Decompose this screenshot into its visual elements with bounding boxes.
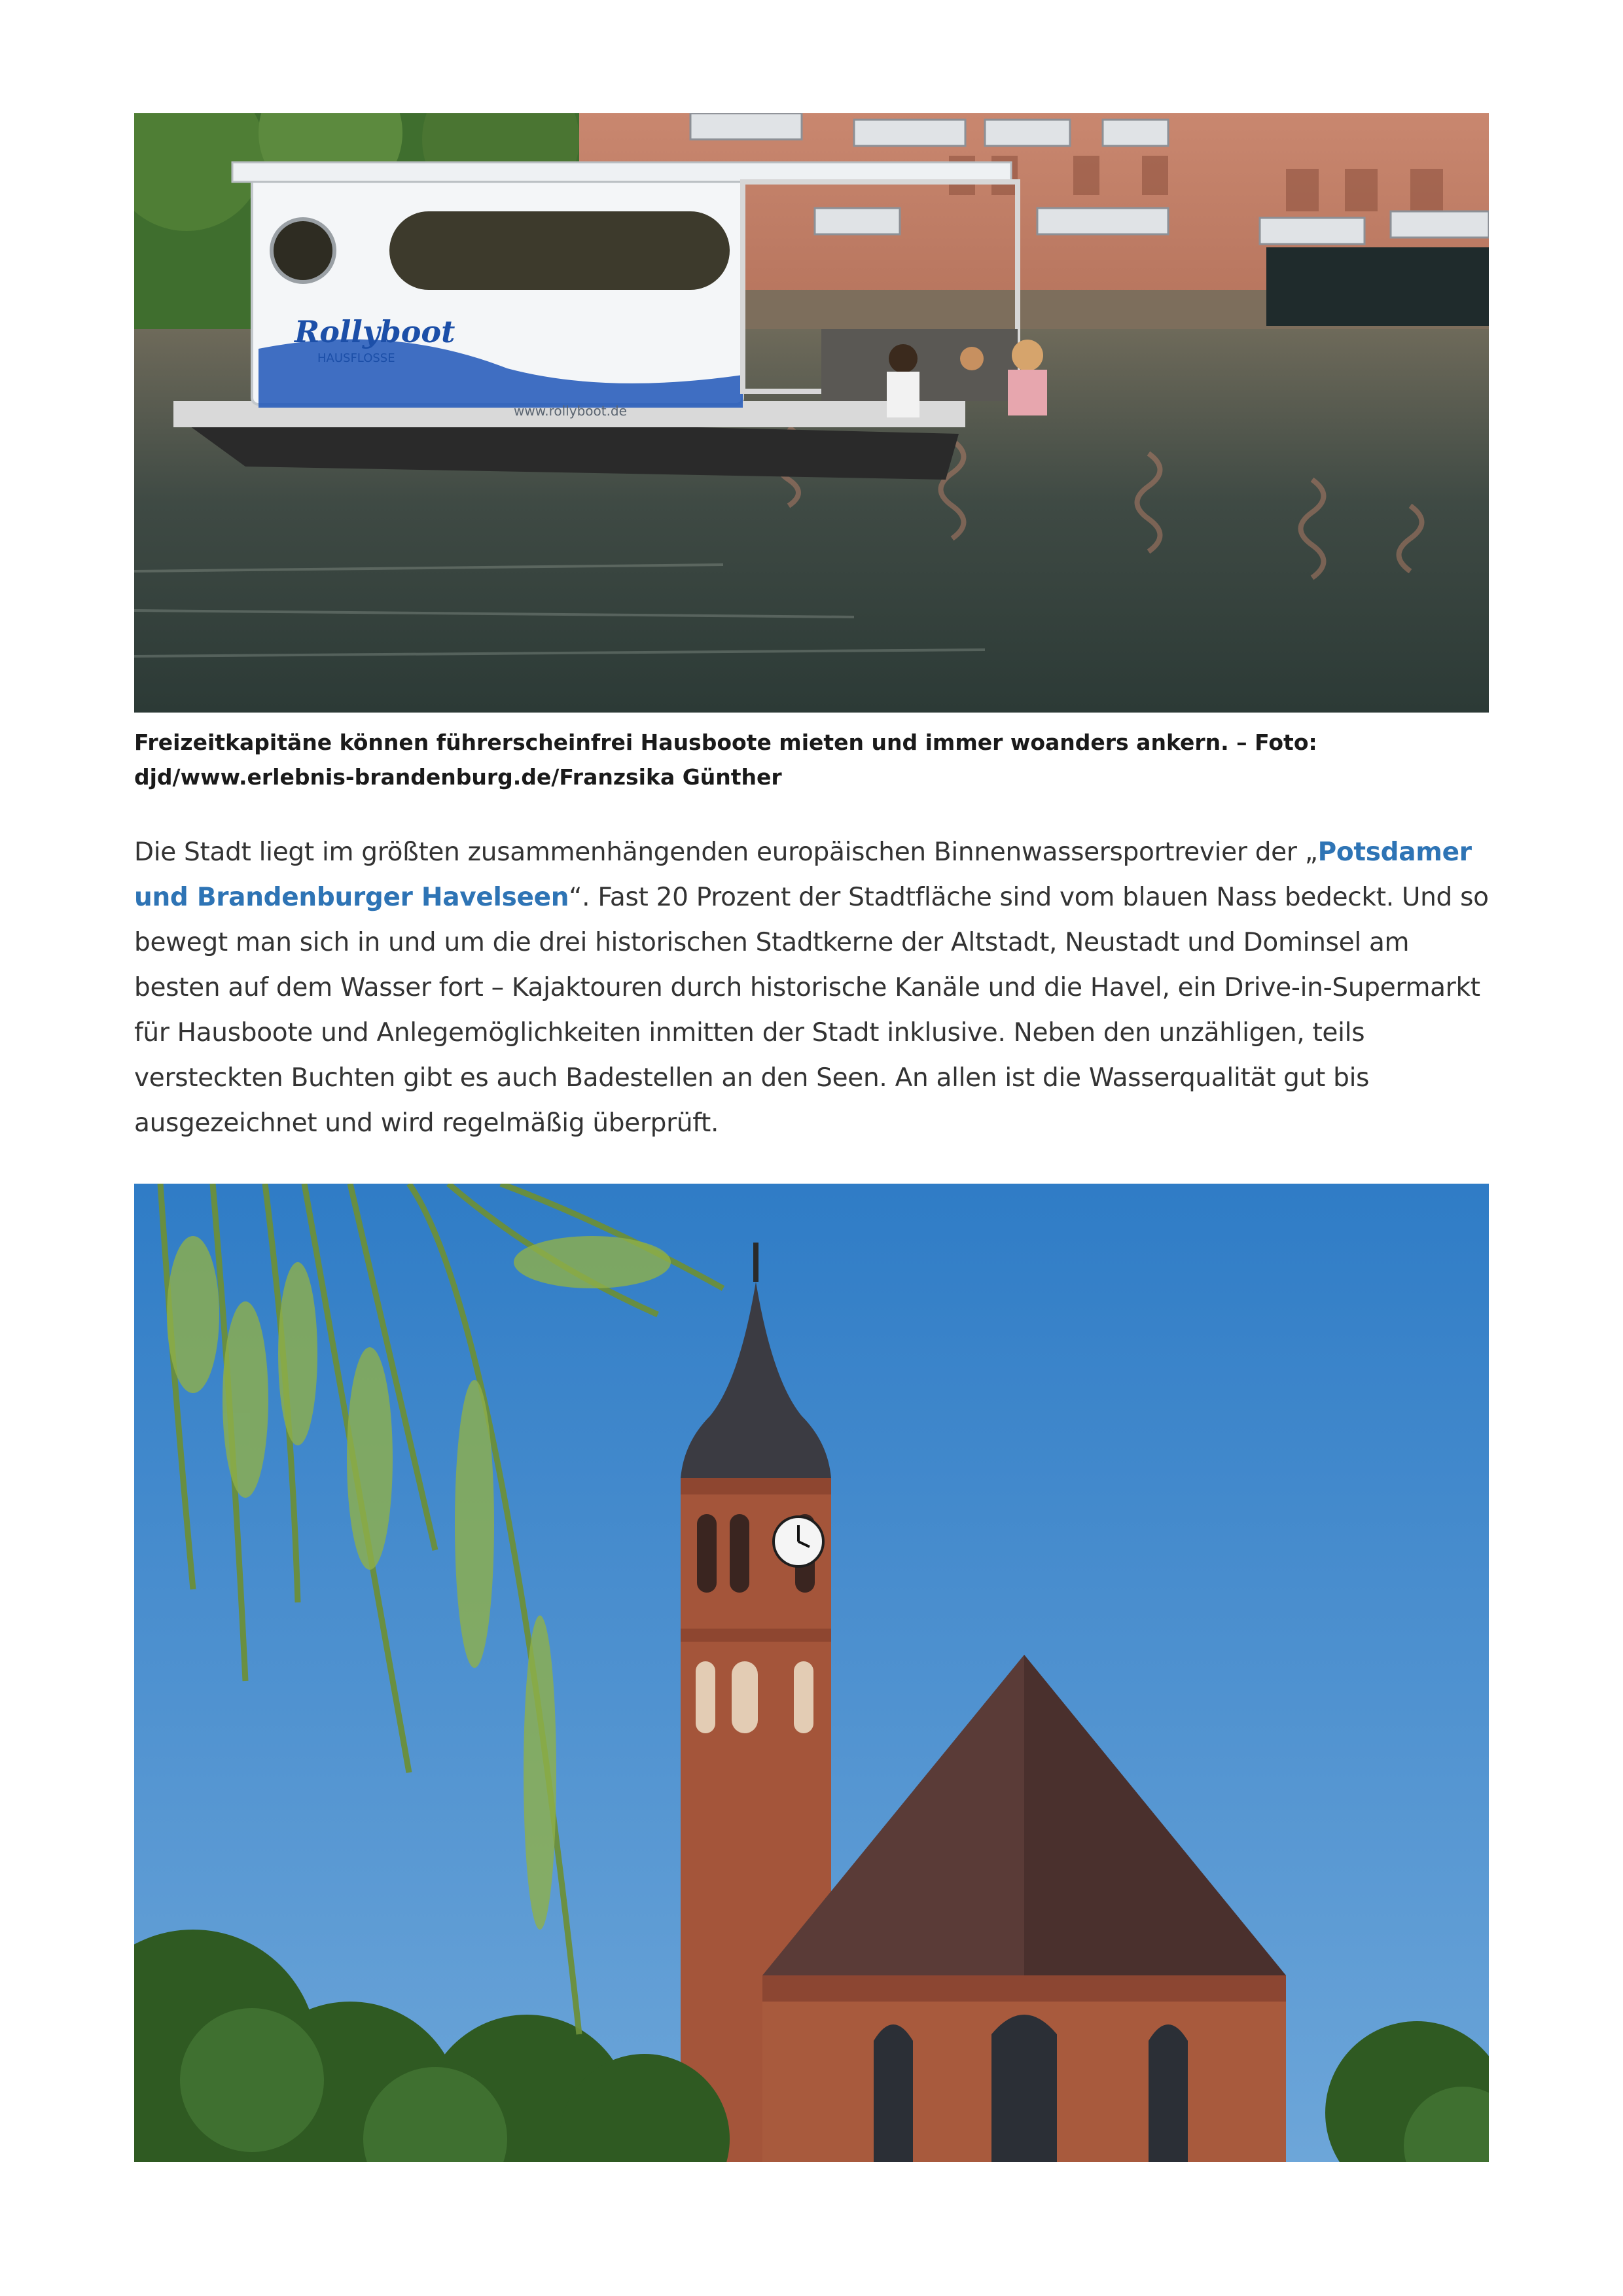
- havelseen-link[interactable]: Potsdamer und Brandenburger Havelseen: [134, 838, 1472, 912]
- caption-line-2: djd/www.erlebnis-brandenburg.de/Franzsika Günther: [134, 764, 782, 790]
- caption-line-1: Freizeitkapitäne können führerscheinfrei Hausboote mieten und immer woanders ankern. – Foto:: [134, 730, 1317, 755]
- boat-url: www.rollyboot.de: [514, 403, 627, 419]
- church-photo: [134, 1184, 1489, 2162]
- houseboat-photo: [134, 113, 1489, 713]
- photo-caption: [134, 725, 1489, 794]
- paragraph-text-rest: “. Fast 20 Prozent der Stadtfläche sind vom blauen Nass bedeckt. Und so bewegt man sich in und um die drei historischen Stadtkerne der Altstadt, Neustadt und Dominsel am besten auf dem Wasser fort – Kajaktouren durch historische Kanäle und die Havel, ein Drive-in-Supermarkt für Hausboote und Anlegemöglichkeiten inmitten der Stadt inklusive. Neben den unzähligen, teils versteckten Buchten gibt es auch Badestellen an den Seen. An allen ist die Wasserqualität gut bis ausgezeichnet und wird regelmäßig überprüft.: [134, 883, 1489, 1138]
- boat-brand-sub: HAUSFLOSSE: [317, 351, 395, 365]
- paragraph-text-start: Die Stadt liegt im größten zusammenhängenden europäischen Binnenwassersportrevier der „: [134, 838, 1318, 867]
- article-paragraph: [134, 830, 1495, 1146]
- boat-brand: Rollyboot: [294, 314, 455, 349]
